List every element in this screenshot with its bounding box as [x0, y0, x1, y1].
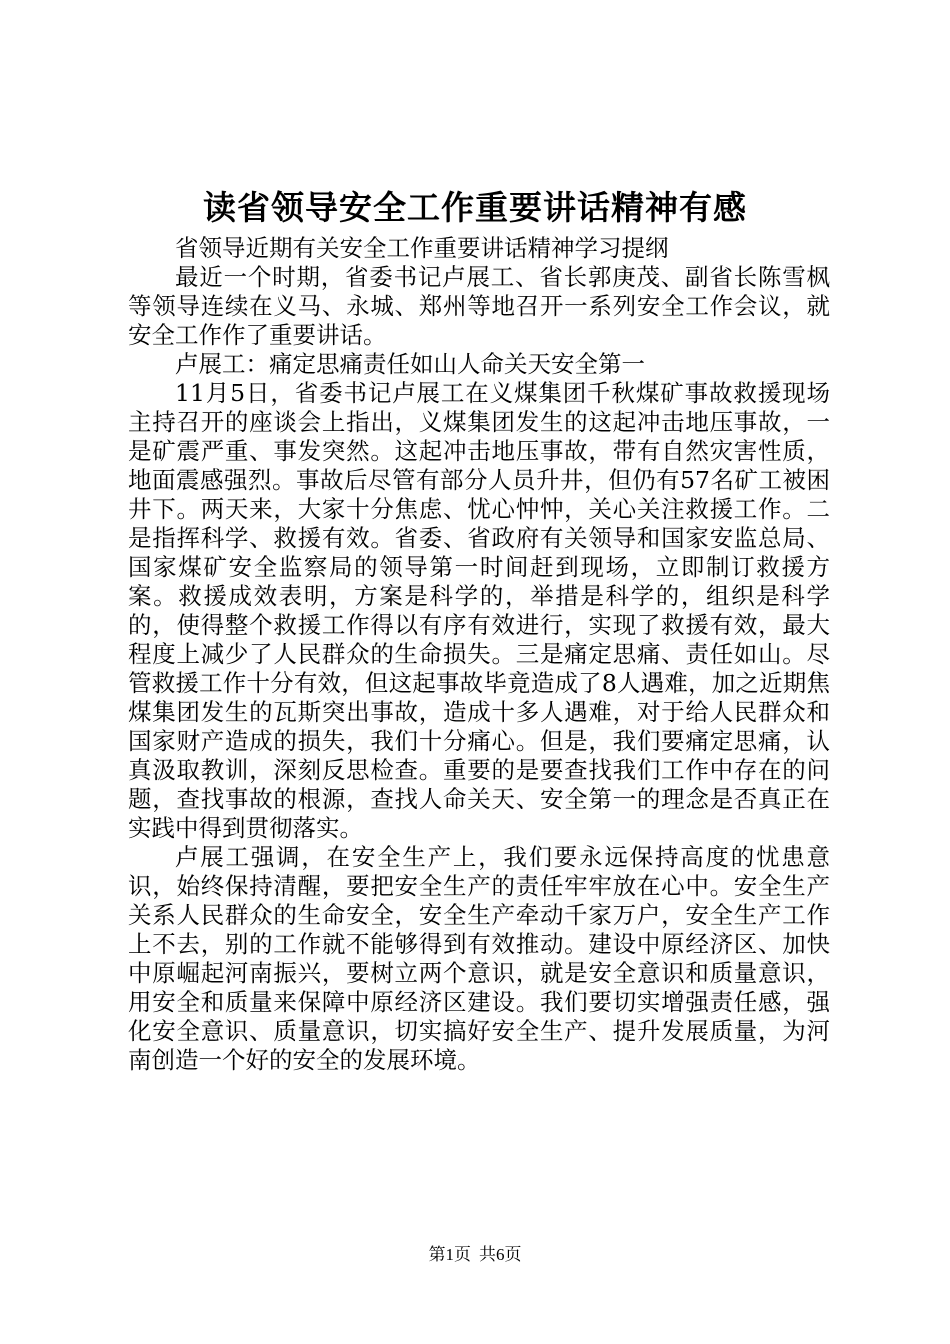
page-number: 第1页 — [428, 1245, 471, 1264]
page-footer — [0, 1244, 950, 1266]
paragraph-outline-heading: 省领导近期有关安全工作重要讲话精神学习提纲 — [175, 234, 669, 262]
document-title: 读省领导安全工作重要讲话精神有感 — [203, 188, 747, 227]
paragraph-body: 卢展工强调，在安全生产上，我们要永远保持高度的忧患意识，始终保持清醒，要把安全生产的责任牢牢放在心中。安全生产关系人民群众的生命安全，安全生产牵动千家万户，安全生产工作上不去，别的工作就不能够得到有效推动。建设中原经济区、加快中原崛起河南振兴，要树立两个意识，就是安全意识和质量意识，用安全和质量来保障中原经济区建设。我们要切实增强责任感，强化安全意识、质量意识，切实搞好安全生产、提升发展质量，为河南创造一个好的安全的发展环境。 — [128, 843, 830, 1074]
paragraph-body: 11月5日，省委书记卢展工在义煤集团千秋煤矿事故救援现场主持召开的座谈会上指出，义煤集团发生的这起冲击地压事故，一是矿震严重、事发突然。这起冲击地压事故，带有自然灾害性质，地面震感强烈。事故后尽管有部分人员升井，但仍有57名矿工被困井下。两天来，大家十分焦虑、忧心忡忡，关心关注救援工作。二是指挥科学、救援有效。省委、省政府有关领导和国家安监总局、国家煤矿安全监察局的领导第一时间赶到现场，立即制订救援方案。救援成效表明，方案是科学的，举措是科学的，组织是科学的，使得整个救援工作得以有序有效进行，实现了救援有效，最大程度上减少了人民群众的生命损失。三是痛定思痛、责任如山。尽管救援工作十分有效，但这起事故毕竟造成了8人遇难，加之近期焦煤集团发生的瓦斯突出事故，造成十多人遇难，对于给人民群众和国家财产造成的损失，我们十分痛心。但是，我们要痛定思痛，认真汲取教训，深刻反思检查。重要的是要查找我们工作中存在的问题，查找事故的根源，查找人命关天、安全第一的理念是否真正在实践中得到贯彻落实。 — [128, 379, 830, 842]
paragraph-intro: 最近一个时期，省委书记卢展工、省长郭庚茂、副省长陈雪枫等领导连续在义马、永城、郑州等地召开一系列安全工作会议，就安全工作作了重要讲话。 — [128, 263, 830, 349]
paragraph-section-heading: 卢展工：痛定思痛责任如山人命关天安全第一 — [175, 350, 645, 378]
page-total: 共6页 — [479, 1245, 522, 1264]
document-body — [128, 234, 830, 1075]
